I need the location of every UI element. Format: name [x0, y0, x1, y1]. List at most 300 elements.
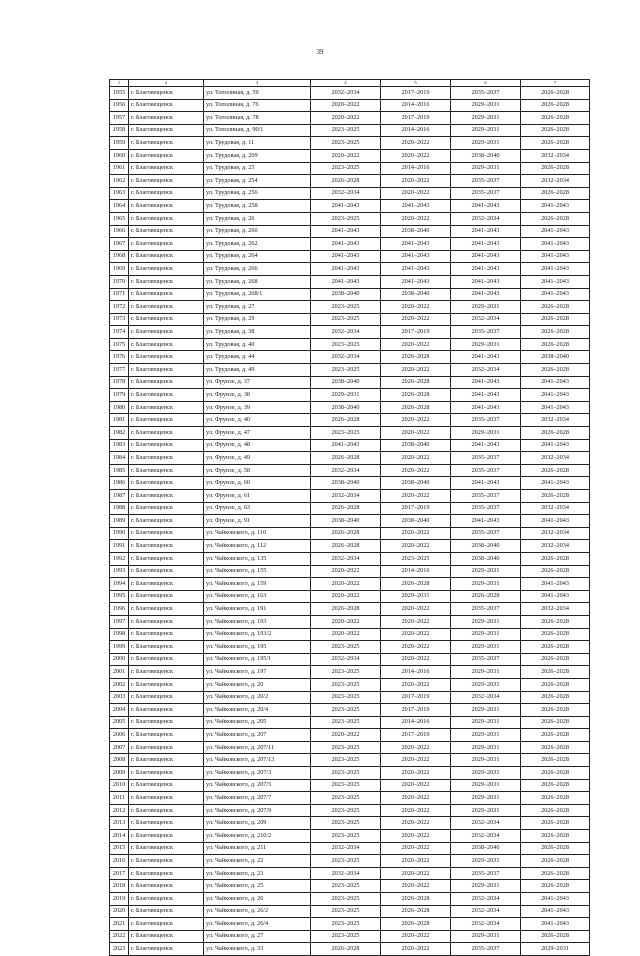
- period-cell: 2023–2025: [311, 704, 381, 717]
- period-cell: 2041–2043: [451, 389, 521, 402]
- column-number: 2: [129, 80, 204, 87]
- row-number: 1959: [110, 137, 129, 150]
- period-cell: 2035–2037: [451, 187, 521, 200]
- period-cell: 2032–2034: [311, 87, 381, 100]
- period-cell: 2041–2043: [451, 250, 521, 263]
- period-cell: 2029–2031: [451, 124, 521, 137]
- table-row: [110, 666, 590, 679]
- city-cell: г. Благовещенск: [129, 729, 204, 742]
- period-cell: 2026–2028: [521, 817, 590, 830]
- period-cell: 2023–2025: [311, 754, 381, 767]
- period-cell: 2014–2016: [381, 666, 451, 679]
- address-cell: ул. Трудовая, д. 26: [204, 212, 311, 225]
- address-cell: ул. Чайковского, д. 26: [204, 893, 311, 906]
- row-number: 2011: [110, 792, 129, 805]
- address-cell: ул. Тополиная, д. 90/1: [204, 124, 311, 137]
- table-row: [110, 515, 590, 528]
- table-row: [110, 867, 590, 880]
- city-cell: г. Благовещенск: [129, 615, 204, 628]
- period-cell: 2017–2019: [381, 87, 451, 100]
- period-cell: 2029–2031: [521, 943, 590, 956]
- row-number: 1978: [110, 376, 129, 389]
- city-cell: г. Благовещенск: [129, 666, 204, 679]
- table-row: [110, 716, 590, 729]
- period-cell: 2020–2022: [381, 540, 451, 553]
- period-cell: 2029–2031: [451, 754, 521, 767]
- table-row: [110, 943, 590, 956]
- period-cell: 2032–2034: [521, 452, 590, 465]
- city-cell: г. Благовещенск: [129, 704, 204, 717]
- address-cell: ул. Фрунзе, д. 39: [204, 401, 311, 414]
- city-cell: г. Благовещенск: [129, 578, 204, 591]
- city-cell: г. Благовещенск: [129, 301, 204, 314]
- period-cell: 2029–2031: [451, 741, 521, 754]
- period-cell: 2026–2028: [521, 187, 590, 200]
- period-cell: 2038–2040: [521, 351, 590, 364]
- city-cell: г. Благовещенск: [129, 817, 204, 830]
- period-cell: 2023–2025: [311, 427, 381, 440]
- period-cell: 2029–2031: [451, 137, 521, 150]
- period-cell: 2026–2028: [521, 729, 590, 742]
- city-cell: г. Благовещенск: [129, 112, 204, 125]
- period-cell: 2023–2025: [311, 767, 381, 780]
- table-row: [110, 414, 590, 427]
- period-cell: 2035–2037: [451, 175, 521, 188]
- city-cell: г. Благовещенск: [129, 376, 204, 389]
- period-cell: 2032–2034: [311, 867, 381, 880]
- address-cell: ул. Фрунзе, д. 60: [204, 477, 311, 490]
- period-cell: 2026–2028: [521, 930, 590, 943]
- period-cell: 2041–2043: [451, 238, 521, 251]
- period-cell: 2026–2028: [521, 741, 590, 754]
- address-cell: ул. Чайковского, д. 25: [204, 880, 311, 893]
- period-cell: 2041–2043: [381, 238, 451, 251]
- city-cell: г. Благовещенск: [129, 452, 204, 465]
- period-cell: 2026–2028: [521, 212, 590, 225]
- period-cell: 2032–2034: [521, 540, 590, 553]
- city-cell: г. Благовещенск: [129, 590, 204, 603]
- period-cell: 2020–2022: [381, 754, 451, 767]
- period-cell: 2023–2025: [311, 741, 381, 754]
- period-cell: 2020–2022: [381, 603, 451, 616]
- period-cell: 2041–2043: [311, 238, 381, 251]
- period-cell: 2041–2043: [451, 351, 521, 364]
- address-cell: ул. Чайковского, д. 112: [204, 540, 311, 553]
- period-cell: 2026–2028: [311, 175, 381, 188]
- address-cell: ул. Трудовая, д. 49: [204, 364, 311, 377]
- table-row: [110, 653, 590, 666]
- row-number: 2017: [110, 867, 129, 880]
- table-row: [110, 603, 590, 616]
- period-cell: 2026–2028: [521, 653, 590, 666]
- address-cell: ул. Тополиная, д. 78: [204, 112, 311, 125]
- column-number: 6: [451, 80, 521, 87]
- period-cell: 2026–2028: [521, 326, 590, 339]
- table-row: [110, 162, 590, 175]
- period-cell: 2020–2022: [381, 792, 451, 805]
- period-cell: 2041–2043: [381, 275, 451, 288]
- city-cell: г. Благовещенск: [129, 515, 204, 528]
- period-cell: 2020–2022: [381, 880, 451, 893]
- period-cell: 2020–2022: [311, 565, 381, 578]
- address-cell: ул. Чайковского, д. 23: [204, 867, 311, 880]
- address-cell: ул. Чайковского, д. 210/2: [204, 830, 311, 843]
- city-cell: г. Благовещенск: [129, 867, 204, 880]
- period-cell: 2041–2043: [521, 439, 590, 452]
- period-cell: 2029–2031: [451, 779, 521, 792]
- period-cell: 2032–2034: [311, 187, 381, 200]
- period-cell: 2026–2028: [521, 615, 590, 628]
- row-number: 2015: [110, 842, 129, 855]
- city-cell: г. Благовещенск: [129, 527, 204, 540]
- period-cell: 2020–2022: [311, 615, 381, 628]
- address-cell: ул. Чайковского, д. 27: [204, 930, 311, 943]
- period-cell: 2035–2037: [451, 464, 521, 477]
- period-cell: 2023–2025: [311, 678, 381, 691]
- city-cell: г. Благовещенск: [129, 464, 204, 477]
- address-cell: ул. Чайковского, д. 197: [204, 666, 311, 679]
- period-cell: 2032–2034: [311, 326, 381, 339]
- period-cell: 2041–2043: [521, 238, 590, 251]
- period-cell: 2029–2031: [451, 427, 521, 440]
- table-row: [110, 389, 590, 402]
- period-cell: 2020–2022: [381, 628, 451, 641]
- table-row: [110, 552, 590, 565]
- address-cell: ул. Фрунзе, д. 37: [204, 376, 311, 389]
- period-cell: 2038–2040: [451, 149, 521, 162]
- city-cell: г. Благовещенск: [129, 200, 204, 213]
- period-cell: 2035–2037: [451, 87, 521, 100]
- period-cell: 2026–2028: [521, 880, 590, 893]
- address-cell: ул. Чайковского, д. 209: [204, 817, 311, 830]
- period-cell: 2035–2037: [451, 490, 521, 503]
- period-cell: 2023–2025: [311, 137, 381, 150]
- row-number: 2008: [110, 754, 129, 767]
- table-row: [110, 905, 590, 918]
- row-number: 2005: [110, 716, 129, 729]
- city-cell: г. Благовещенск: [129, 326, 204, 339]
- row-number: 1976: [110, 351, 129, 364]
- city-cell: г. Благовещенск: [129, 804, 204, 817]
- city-cell: г. Благовещенск: [129, 124, 204, 137]
- period-cell: 2020–2022: [381, 842, 451, 855]
- period-cell: 2029–2031: [451, 565, 521, 578]
- address-cell: ул. Чайковского, д. 207/7: [204, 792, 311, 805]
- city-cell: г. Благовещенск: [129, 830, 204, 843]
- period-cell: 2041–2043: [521, 225, 590, 238]
- table-row: [110, 729, 590, 742]
- address-cell: ул. Чайковского, д. 207/9: [204, 804, 311, 817]
- period-cell: 2038–2040: [311, 477, 381, 490]
- period-cell: 2029–2031: [451, 716, 521, 729]
- period-cell: 2026–2028: [311, 943, 381, 956]
- row-number: 1994: [110, 578, 129, 591]
- period-cell: 2023–2025: [311, 804, 381, 817]
- period-cell: 2029–2031: [451, 804, 521, 817]
- address-cell: ул. Чайковского, д. 20: [204, 678, 311, 691]
- row-number: 2010: [110, 779, 129, 792]
- period-cell: 2041–2043: [311, 439, 381, 452]
- period-cell: 2026–2028: [521, 628, 590, 641]
- row-number: 1956: [110, 99, 129, 112]
- city-cell: г. Благовещенск: [129, 565, 204, 578]
- period-cell: 2029–2031: [451, 338, 521, 351]
- row-number: 1964: [110, 200, 129, 213]
- period-cell: 2041–2043: [521, 376, 590, 389]
- period-cell: 2026–2028: [381, 351, 451, 364]
- address-cell: ул. Трудовая, д. 268: [204, 275, 311, 288]
- table-row: [110, 439, 590, 452]
- period-cell: 2020–2022: [381, 313, 451, 326]
- row-number: 2001: [110, 666, 129, 679]
- city-cell: г. Благовещенск: [129, 275, 204, 288]
- city-cell: г. Благовещенск: [129, 842, 204, 855]
- row-number: 1972: [110, 301, 129, 314]
- period-cell: 2041–2043: [451, 200, 521, 213]
- period-cell: 2026–2028: [521, 641, 590, 654]
- table-row: [110, 615, 590, 628]
- city-cell: г. Благовещенск: [129, 351, 204, 364]
- period-cell: 2029–2031: [451, 678, 521, 691]
- table-row: [110, 464, 590, 477]
- period-cell: 2035–2037: [451, 326, 521, 339]
- period-cell: 2032–2034: [311, 552, 381, 565]
- address-cell: ул. Тополиная, д. 76: [204, 99, 311, 112]
- address-cell: ул. Трудовая, д. 27: [204, 301, 311, 314]
- table-row: [110, 817, 590, 830]
- row-number: 1999: [110, 641, 129, 654]
- address-cell: ул. Чайковского, д. 193/2: [204, 628, 311, 641]
- period-cell: 2023–2025: [311, 905, 381, 918]
- row-number: 1969: [110, 263, 129, 276]
- row-number: 1993: [110, 565, 129, 578]
- period-cell: 2026–2028: [381, 401, 451, 414]
- period-cell: 2017–2019: [381, 326, 451, 339]
- period-cell: 2041–2043: [381, 263, 451, 276]
- period-cell: 2032–2034: [521, 527, 590, 540]
- row-number: 1996: [110, 603, 129, 616]
- period-cell: 2020–2022: [381, 452, 451, 465]
- period-cell: 2032–2034: [311, 490, 381, 503]
- table-row: [110, 313, 590, 326]
- period-cell: 2029–2031: [451, 578, 521, 591]
- period-cell: 2041–2043: [521, 578, 590, 591]
- period-cell: 2020–2022: [381, 779, 451, 792]
- period-cell: 2041–2043: [451, 477, 521, 490]
- address-cell: ул. Трудовая, д. 268/1: [204, 288, 311, 301]
- period-cell: 2041–2043: [521, 288, 590, 301]
- period-cell: 2026–2028: [521, 716, 590, 729]
- period-cell: 2029–2031: [451, 855, 521, 868]
- period-cell: 2041–2043: [451, 401, 521, 414]
- period-cell: 2032–2034: [451, 893, 521, 906]
- period-cell: 2032–2034: [451, 691, 521, 704]
- address-cell: ул. Тополиная, д. 59: [204, 87, 311, 100]
- column-number: 5: [381, 80, 451, 87]
- table-row: [110, 427, 590, 440]
- period-cell: 2041–2043: [451, 439, 521, 452]
- city-cell: г. Благовещенск: [129, 792, 204, 805]
- address-cell: ул. Фрунзе, д. 48: [204, 439, 311, 452]
- period-cell: 2023–2025: [311, 691, 381, 704]
- city-cell: г. Благовещенск: [129, 414, 204, 427]
- period-cell: 2023–2025: [311, 930, 381, 943]
- period-cell: 2026–2028: [381, 376, 451, 389]
- city-cell: г. Благовещенск: [129, 401, 204, 414]
- period-cell: 2032–2034: [451, 364, 521, 377]
- period-cell: 2023–2025: [311, 817, 381, 830]
- address-cell: ул. Трудовая, д. 25: [204, 162, 311, 175]
- address-cell: ул. Трудовая, д. 29: [204, 313, 311, 326]
- table-body: [110, 87, 590, 956]
- period-cell: 2029–2031: [451, 729, 521, 742]
- period-cell: 2020–2022: [381, 930, 451, 943]
- period-cell: 2020–2022: [381, 187, 451, 200]
- period-cell: 2041–2043: [521, 515, 590, 528]
- address-cell: ул. Чайковского, д. 195: [204, 641, 311, 654]
- period-cell: 2038–2040: [311, 376, 381, 389]
- row-number: 1970: [110, 275, 129, 288]
- period-cell: 2023–2025: [311, 716, 381, 729]
- period-cell: 2035–2037: [451, 502, 521, 515]
- row-number: 1981: [110, 414, 129, 427]
- period-cell: 2026–2028: [521, 691, 590, 704]
- period-cell: 2020–2022: [381, 830, 451, 843]
- city-cell: г. Благовещенск: [129, 162, 204, 175]
- table-row: [110, 830, 590, 843]
- table-row: [110, 112, 590, 125]
- period-cell: 2017–2019: [381, 729, 451, 742]
- row-number: 2016: [110, 855, 129, 868]
- period-cell: 2041–2043: [381, 200, 451, 213]
- city-cell: г. Благовещенск: [129, 540, 204, 553]
- city-cell: г. Благовещенск: [129, 716, 204, 729]
- period-cell: 2038–2040: [311, 401, 381, 414]
- period-cell: 2029–2031: [451, 615, 521, 628]
- period-cell: 2041–2043: [311, 225, 381, 238]
- period-cell: 2041–2043: [521, 275, 590, 288]
- table-row: [110, 855, 590, 868]
- period-cell: 2026–2028: [521, 666, 590, 679]
- period-cell: 2041–2043: [521, 200, 590, 213]
- table-row: [110, 137, 590, 150]
- address-cell: ул. Чайковского, д. 155: [204, 565, 311, 578]
- table-row: [110, 200, 590, 213]
- period-cell: 2020–2022: [381, 414, 451, 427]
- city-cell: г. Благовещенск: [129, 288, 204, 301]
- period-cell: 2032–2034: [311, 842, 381, 855]
- period-cell: 2026–2028: [521, 754, 590, 767]
- city-cell: г. Благовещенск: [129, 238, 204, 251]
- city-cell: г. Благовещенск: [129, 741, 204, 754]
- period-cell: 2041–2043: [521, 590, 590, 603]
- address-cell: ул. Трудовая, д. 44: [204, 351, 311, 364]
- column-number: 1: [110, 80, 129, 87]
- table-row: [110, 678, 590, 691]
- row-number: 1997: [110, 615, 129, 628]
- period-cell: 2023–2025: [381, 552, 451, 565]
- row-number: 1983: [110, 439, 129, 452]
- period-cell: 2026–2028: [381, 578, 451, 591]
- row-number: 2019: [110, 893, 129, 906]
- address-cell: ул. Чайковского, д. 207/3: [204, 767, 311, 780]
- table-row: [110, 893, 590, 906]
- city-cell: г. Благовещенск: [129, 943, 204, 956]
- address-cell: ул. Трудовая, д. 256: [204, 187, 311, 200]
- row-number: 1991: [110, 540, 129, 553]
- period-cell: 2026–2028: [521, 301, 590, 314]
- period-cell: 2041–2043: [451, 515, 521, 528]
- period-cell: 2026–2028: [521, 804, 590, 817]
- table-row: [110, 250, 590, 263]
- period-cell: 2032–2034: [311, 653, 381, 666]
- period-cell: 2029–2031: [451, 930, 521, 943]
- city-cell: г. Благовещенск: [129, 364, 204, 377]
- period-cell: 2041–2043: [521, 905, 590, 918]
- city-cell: г. Благовещенск: [129, 893, 204, 906]
- period-cell: 2023–2025: [311, 338, 381, 351]
- address-cell: ул. Чайковского, д. 26/4: [204, 918, 311, 931]
- table-row: [110, 452, 590, 465]
- period-cell: 2035–2037: [451, 653, 521, 666]
- row-number: 1974: [110, 326, 129, 339]
- row-number: 1957: [110, 112, 129, 125]
- period-cell: 2020–2022: [311, 149, 381, 162]
- period-cell: 2038–2040: [381, 515, 451, 528]
- period-cell: 2023–2025: [311, 641, 381, 654]
- table-row: [110, 628, 590, 641]
- table-row: [110, 502, 590, 515]
- period-cell: 2014–2016: [381, 716, 451, 729]
- period-cell: 2026–2028: [521, 99, 590, 112]
- city-cell: г. Благовещенск: [129, 502, 204, 515]
- address-cell: ул. Фрунзе, д. 38: [204, 389, 311, 402]
- period-cell: 2035–2037: [451, 867, 521, 880]
- period-cell: 2020–2022: [381, 678, 451, 691]
- period-cell: 2026–2028: [521, 338, 590, 351]
- period-cell: 2041–2043: [451, 288, 521, 301]
- row-number: 1962: [110, 175, 129, 188]
- city-cell: г. Благовещенск: [129, 87, 204, 100]
- period-cell: 2029–2031: [451, 99, 521, 112]
- city-cell: г. Благовещенск: [129, 603, 204, 616]
- period-cell: 2029–2031: [451, 641, 521, 654]
- period-cell: 2017–2019: [381, 704, 451, 717]
- table-row: [110, 149, 590, 162]
- period-cell: 2041–2043: [521, 250, 590, 263]
- row-number: 2022: [110, 930, 129, 943]
- address-cell: ул. Чайковского, д. 207/11: [204, 741, 311, 754]
- period-cell: 2038–2040: [451, 540, 521, 553]
- period-cell: 2032–2034: [451, 830, 521, 843]
- period-cell: 2023–2025: [311, 313, 381, 326]
- period-cell: 2023–2025: [311, 212, 381, 225]
- row-number: 1979: [110, 389, 129, 402]
- city-cell: г. Благовещенск: [129, 552, 204, 565]
- city-cell: г. Благовещенск: [129, 678, 204, 691]
- table-row: [110, 490, 590, 503]
- table-row: [110, 338, 590, 351]
- table-row: [110, 275, 590, 288]
- city-cell: г. Благовещенск: [129, 263, 204, 276]
- period-cell: 2020–2022: [381, 490, 451, 503]
- column-number-row: [110, 80, 590, 87]
- row-number: 1963: [110, 187, 129, 200]
- table-row: [110, 401, 590, 414]
- period-cell: 2041–2043: [521, 389, 590, 402]
- address-cell: ул. Чайковского, д. 135: [204, 552, 311, 565]
- city-cell: г. Благовещенск: [129, 905, 204, 918]
